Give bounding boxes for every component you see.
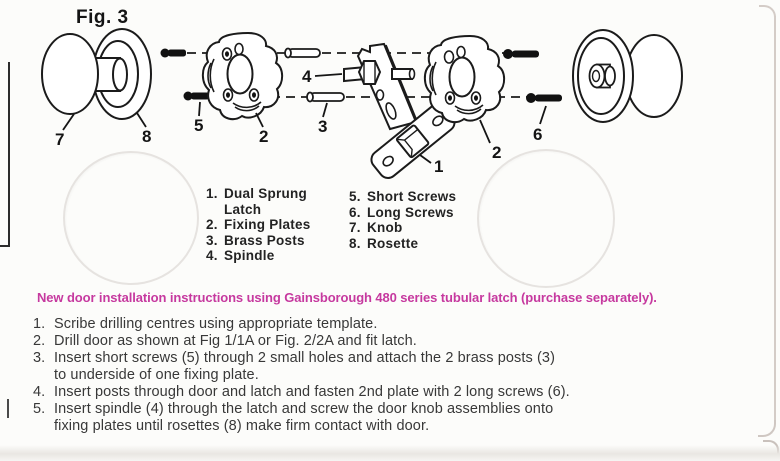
step-number: 2. <box>33 333 46 349</box>
instruction-step <box>33 333 713 350</box>
card-bottom-shadow <box>0 445 780 461</box>
long-screws-drawing <box>503 49 562 103</box>
part-number: 3. <box>206 232 218 248</box>
part-name: Knob <box>367 220 403 235</box>
step-text <box>54 333 713 350</box>
diecut-circle-left <box>63 151 199 285</box>
part-name: Fixing Plates <box>224 217 311 232</box>
callout-fixing-plate-right: 2 <box>492 143 502 162</box>
part-number: 2. <box>206 217 218 232</box>
part-name: Rosette <box>367 235 419 251</box>
step-line: Insert short screws (5) through 2 small holes and attach the 2 brass posts (3) <box>54 350 556 366</box>
installation-heading: New door installation instructions using Gainsborough 480 series tubular latch (purchase separately). <box>37 290 657 305</box>
underlying-page-edge-left-lower <box>7 399 9 418</box>
step-text <box>54 384 713 401</box>
step-line: Drill door as shown at Fig 1/1A or Fig. 2/2A and fit latch. <box>54 333 417 349</box>
step-line: Insert spindle (4) through the latch and screw the door knob assemblies onto <box>54 401 554 417</box>
parts-list-item <box>349 189 479 205</box>
step-text <box>54 401 713 435</box>
part-name: Brass Posts <box>224 232 305 248</box>
instruction-step <box>33 350 713 384</box>
part-name: Spindle <box>224 248 275 263</box>
step-text <box>54 350 713 384</box>
parts-list-item <box>349 220 479 236</box>
rosette-left-drawing <box>93 29 151 119</box>
step-line: to underside of one fixing plate. <box>54 367 259 383</box>
callout-short-screws: 5 <box>194 116 204 135</box>
underlying-page-edge-tick <box>0 245 9 247</box>
step-number: 5. <box>33 401 46 417</box>
latch-body-drawing <box>358 44 417 129</box>
parts-list-item <box>349 236 479 252</box>
callout-rosette: 8 <box>142 127 152 146</box>
parts-list-column-2 <box>349 189 479 251</box>
fixing-plate-left-drawing <box>203 33 282 119</box>
knob-left-drawing <box>42 34 98 114</box>
step-line: fixing plates until rosettes (8) make firm contact with door. <box>54 418 430 434</box>
callout-latch: 1 <box>434 157 444 176</box>
step-line: Insert posts through door and latch and fasten 2nd plate with 2 long screws (6). <box>54 384 570 400</box>
part-number: 1. <box>206 186 218 201</box>
callout-brass-posts: 3 <box>318 117 328 136</box>
part-name: Short Screws <box>367 189 457 204</box>
step-number: 3. <box>33 350 46 366</box>
rosette-right-drawing <box>573 30 633 122</box>
instruction-step <box>33 401 713 435</box>
underlying-page-edge-left <box>8 62 10 247</box>
callout-fixing-plate-left: 2 <box>259 127 269 146</box>
callout-long-screws: 6 <box>533 125 543 144</box>
fixing-plate-right-drawing <box>425 36 504 122</box>
part-number: 8. <box>349 235 361 251</box>
part-name: Dual Sprung Latch <box>224 186 307 217</box>
parts-list-item <box>206 233 316 249</box>
diecut-circle-right <box>477 149 615 288</box>
part-number: 4. <box>206 248 218 263</box>
step-number: 1. <box>33 316 46 332</box>
parts-list-item <box>349 205 479 221</box>
part-number: 5. <box>349 189 361 204</box>
instructions-list <box>33 316 713 435</box>
figure-title: Fig. 3 <box>76 7 129 28</box>
callout-spindle: 4 <box>302 67 312 86</box>
step-text <box>54 316 713 333</box>
part-number: 6. <box>349 204 361 220</box>
instruction-step <box>33 384 713 401</box>
card-edge-right-bottom-curve <box>758 420 776 437</box>
parts-list-item <box>206 248 316 264</box>
card-edge-right <box>774 16 776 422</box>
short-screws-drawing <box>161 49 210 101</box>
parts-list-item <box>206 217 316 233</box>
part-number: 7. <box>349 220 361 235</box>
knob-right-drawing <box>626 35 682 117</box>
instruction-step <box>33 316 713 333</box>
step-number: 4. <box>33 384 46 400</box>
parts-list-column-1 <box>206 186 316 264</box>
part-name: Long Screws <box>367 204 454 220</box>
step-line: Scribe drilling centres using appropriate template. <box>54 316 378 332</box>
parts-list-item <box>206 186 316 217</box>
callout-knob: 7 <box>55 130 65 149</box>
